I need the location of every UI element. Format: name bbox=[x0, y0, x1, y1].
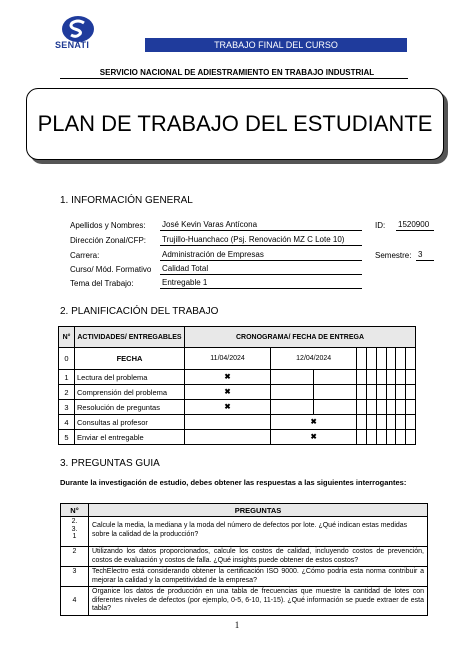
question-text: Calcule la media, la mediana y la moda del número de defectos por lote. ¿Qué indican estas medidas sobre la calidad de la producción? bbox=[89, 517, 428, 547]
direccion-field: Trujillo-Huanchaco (Psj. Renovación MZ C Lote 10) bbox=[160, 235, 362, 246]
section-general-heading: 1. INFORMACIÓN GENERAL bbox=[60, 195, 193, 206]
plan-cell bbox=[406, 348, 416, 370]
question-n: 2. 3. 1 bbox=[61, 517, 89, 547]
question-text: Organice los datos de producción en una tabla de frecuencias que muestre la cantidad de lotes con diferentes niveles de defectos (por ejemplo, 0-5, 6-10, 11-15). ¿Qué información se puede extraer de esta tabla? bbox=[89, 587, 428, 616]
institution-subtitle: SERVICIO NACIONAL DE ADIESTRAMIENTO EN TRABAJO INDUSTRIAL bbox=[99, 68, 375, 77]
plan-date-1: 11/04/2024 bbox=[185, 348, 271, 370]
mark-icon: ✖ bbox=[271, 415, 357, 430]
plan-date-2: 12/04/2024 bbox=[271, 348, 357, 370]
plan-row0-n: 0 bbox=[59, 348, 75, 370]
mark-icon: ✖ bbox=[185, 385, 271, 400]
questions-col-n: N° bbox=[61, 504, 89, 517]
apellidos-label: Apellidos y Nombres: bbox=[70, 221, 146, 230]
questions-header-row bbox=[61, 504, 428, 517]
plan-row-n: 3 bbox=[59, 400, 75, 415]
plan-row-n: 1 bbox=[59, 370, 75, 385]
questions-col-q: PREGUNTAS bbox=[89, 504, 428, 517]
question-row bbox=[61, 567, 428, 587]
semestre-field: 3 bbox=[416, 250, 434, 261]
questions-table bbox=[60, 503, 428, 616]
questions-intro: Durante la investigación de estudio, debes obtener las respuestas a las siguientes interrogantes: bbox=[60, 478, 407, 487]
plan-cell bbox=[396, 348, 406, 370]
plan-row bbox=[59, 430, 416, 445]
question-n: 3 bbox=[61, 567, 89, 587]
plan-date-row bbox=[59, 348, 416, 370]
tema-field: Entregable 1 bbox=[160, 278, 362, 289]
carrera-label: Carrera: bbox=[70, 251, 100, 260]
question-row bbox=[61, 587, 428, 616]
direccion-label: Dirección Zonal/CFP: bbox=[70, 236, 147, 245]
course-banner: TRABAJO FINAL DEL CURSO bbox=[145, 38, 407, 52]
question-row bbox=[61, 517, 428, 547]
plan-row bbox=[59, 385, 416, 400]
section-plan-heading: 2. PLANIFICACIÓN DEL TRABAJO bbox=[60, 306, 219, 317]
plan-row0-label: FECHA bbox=[75, 348, 185, 370]
plan-row-label: Enviar el entregable bbox=[75, 430, 185, 445]
question-n: 4 bbox=[61, 587, 89, 616]
question-n: 2 bbox=[61, 547, 89, 567]
plan-cell bbox=[386, 348, 396, 370]
plan-row-label: Consultas al profesor bbox=[75, 415, 185, 430]
mark-icon: ✖ bbox=[271, 430, 357, 445]
plan-row-n: 5 bbox=[59, 430, 75, 445]
plan-row-label: Lectura del problema bbox=[75, 370, 185, 385]
plan-col-schedule: CRONOGRAMA/ FECHA DE ENTREGA bbox=[185, 327, 416, 348]
id-field: 1520900 bbox=[396, 220, 434, 231]
plan-row-label: Comprensión del problema bbox=[75, 385, 185, 400]
question-text: TechElectro está considerando obtener la certificación ISO 9000. ¿Cómo podría esta norma contribuir a mejorar la calidad y la competitividad de la empresa? bbox=[89, 567, 428, 587]
carrera-field: Administración de Empresas bbox=[160, 250, 362, 261]
divider bbox=[60, 78, 408, 79]
curso-field: Calidad Total bbox=[160, 264, 362, 275]
page-number: 1 bbox=[234, 620, 240, 630]
logo-text: SENATI bbox=[55, 40, 90, 50]
tema-label: Tema del Trabajo: bbox=[70, 279, 134, 288]
section-questions-heading: 3. PREGUNTAS GUIA bbox=[60, 458, 160, 469]
plan-row bbox=[59, 370, 416, 385]
plan-col-n: N° bbox=[59, 327, 75, 348]
plan-col-activities: ACTIVIDADES/ ENTREGABLES bbox=[75, 327, 185, 348]
page-title: PLAN DE TRABAJO DEL ESTUDIANTE bbox=[26, 88, 444, 160]
plan-row bbox=[59, 400, 416, 415]
curso-label: Curso/ Mód. Formativo bbox=[70, 265, 152, 274]
question-row bbox=[61, 547, 428, 567]
mark-icon: ✖ bbox=[185, 370, 271, 385]
id-label: ID: bbox=[375, 221, 386, 230]
plan-row-n: 4 bbox=[59, 415, 75, 430]
question-text: Utilizando los datos proporcionados, calcule los costos de calidad, incluyendo costos de prevención, costos de evaluación y costos de falla. ¿Qué insights puede obtener de estos costos? bbox=[89, 547, 428, 567]
plan-header-row bbox=[59, 327, 416, 348]
plan-row bbox=[59, 415, 416, 430]
plan-cell bbox=[376, 348, 386, 370]
mark-icon: ✖ bbox=[185, 400, 271, 415]
plan-cell bbox=[357, 348, 367, 370]
plan-row-label: Resolución de preguntas bbox=[75, 400, 185, 415]
plan-cell bbox=[367, 348, 377, 370]
plan-row-n: 2 bbox=[59, 385, 75, 400]
apellidos-field: José Kevin Varas Antícona bbox=[160, 220, 362, 231]
semestre-label: Semestre: bbox=[375, 251, 412, 260]
plan-table bbox=[58, 326, 416, 445]
